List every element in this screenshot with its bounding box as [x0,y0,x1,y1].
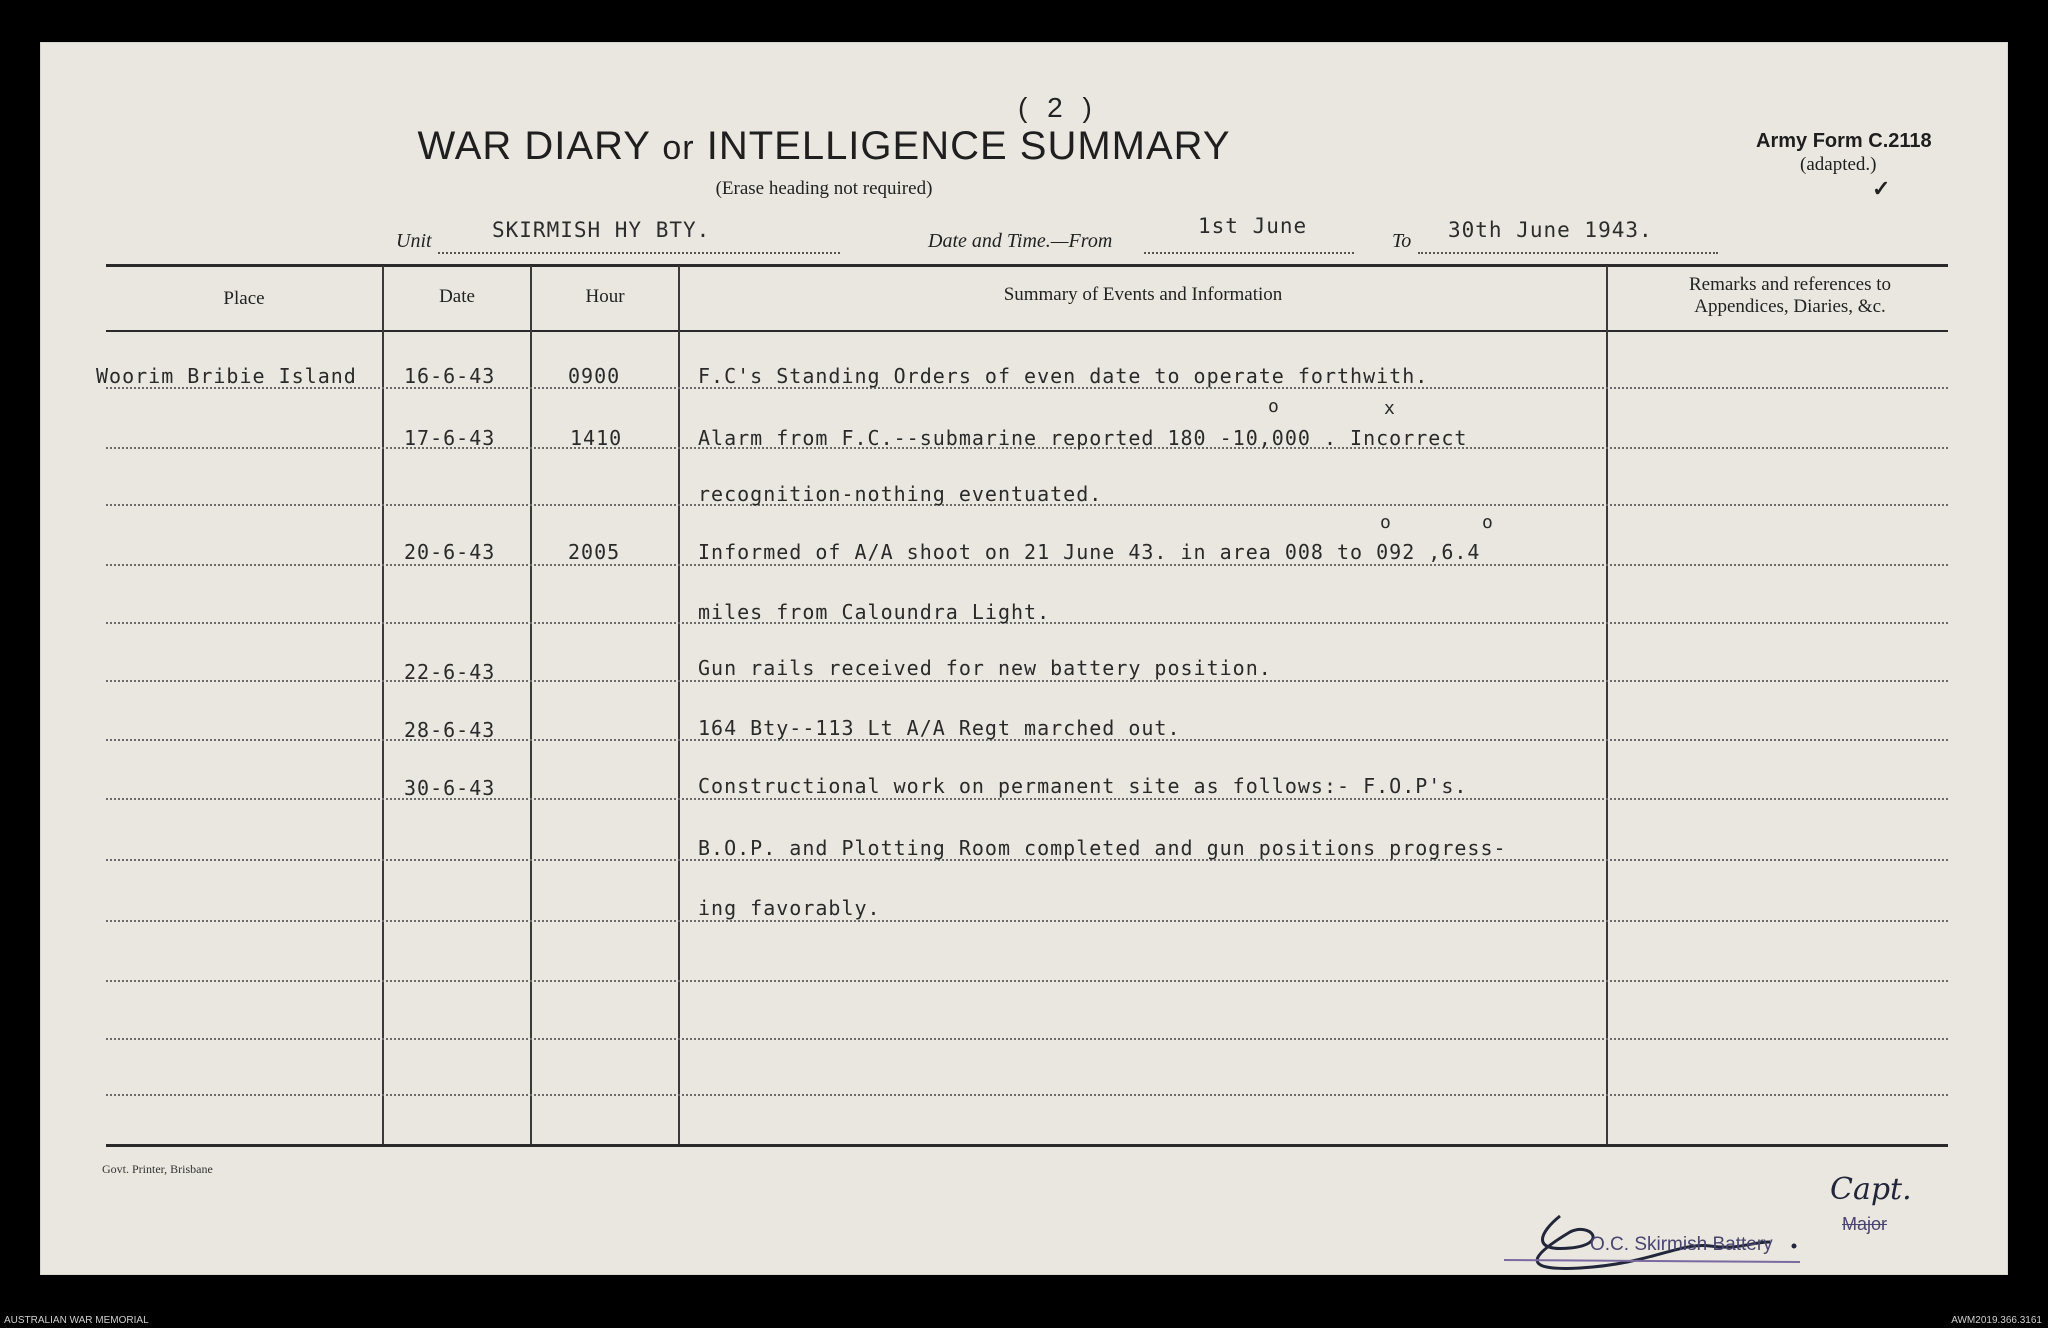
printer-credit: Govt. Printer, Brisbane [102,1162,213,1176]
major-struck: Major [1842,1214,1888,1234]
row-line [106,1094,1948,1096]
army-form-label: Army Form C.2118 [1756,130,1932,152]
col-header-remarks: Remarks and references to Appendices, Diaries, &c. [1688,274,1892,317]
entry-summary: Alarm from F.C.--submarine reported 180 -10,000 . Incorrect [698,426,1468,450]
entry-date: 28-6-43 [404,718,496,742]
col-header-date: Date [439,286,475,307]
entry-summary: B.O.P. and Plotting Room completed and gun positions progress- [698,836,1507,860]
entry-hour: 2005 [568,540,621,564]
archive-credit-right: AWM2019.366.3161 [1951,1315,2042,1326]
document-title [40,124,1608,169]
title-or: or [662,129,695,167]
oc-skirmish-battery-stamp: O.C. Skirmish Battery [1590,1234,1773,1255]
row-line [106,680,1948,682]
entry-summary: Gun rails received for new battery position. [698,656,1272,680]
column-divider-summary [1606,266,1608,1144]
capt-signature: Capt. [1830,1172,1912,1207]
degree-superscript: o [1482,512,1493,533]
entry-summary: miles from Caloundra Light. [698,600,1051,624]
to-value: 30th June 1943. [1448,218,1653,242]
column-divider-hour [678,266,680,1144]
entry-date: 22-6-43 [404,660,496,684]
entry-summary: 164 Bty--113 Lt A/A Regt marched out. [698,716,1181,740]
entry-date: 16-6-43 [404,364,496,388]
entry-summary: F.C's Standing Orders of even date to operate forthwith. [698,364,1429,388]
row-line [106,798,1948,800]
col-header-hour: Hour [585,286,625,307]
date-time-from-label: Date and Time.—From [928,230,1113,252]
entry-summary: Constructional work on permanent site as follows:- F.O.P's. [698,774,1468,798]
column-divider-place [382,266,384,1144]
row-line [106,564,1948,566]
to-dotted-line [1418,240,1718,254]
archive-credit-left: AUSTRALIAN WAR MEMORIAL [4,1315,149,1326]
entry-summary: ing favorably. [698,896,881,920]
entry-summary: recognition-nothing eventuated. [698,482,1103,506]
unit-value: SKIRMISH HY BTY. [492,218,711,242]
document-sheet [40,42,2008,1275]
entry-hour: 1410 [570,426,623,450]
col-header-summary: Summary of Events and Information [1003,284,1283,305]
col-header-place: Place [223,288,265,309]
column-divider-date [530,266,532,1144]
unit-label: Unit [396,230,432,252]
row-line [106,920,1948,922]
title-war-diary: WAR DIARY [417,124,651,168]
from-value: 1st June [1198,214,1308,238]
entry-place: Woorim Bribie Island [96,364,357,388]
entry-summary: Informed of A/A shoot on 21 June 43. in area 008 to 092 ,6.4 [698,540,1481,564]
degree-superscript: o [1268,396,1279,417]
entry-date: 17-6-43 [404,426,496,450]
from-dotted-line [1144,240,1354,254]
entry-hour: 0900 [568,364,621,388]
row-line [106,1038,1948,1040]
adapted-label: (adapted.) [1800,154,1877,175]
entry-date: 30-6-43 [404,776,496,800]
erase-note: (Erase heading not required) [715,178,933,199]
row-line [106,980,1948,982]
x-superscript: x [1384,398,1395,419]
tick-mark-icon: ✓ [1872,176,1891,201]
table-bottom-rule [106,1144,1948,1147]
degree-superscript: o [1380,512,1391,533]
title-intelligence-summary: INTELLIGENCE SUMMARY [706,124,1231,168]
to-label: To [1392,230,1412,252]
page-number: ( 2 ) [1018,92,1098,123]
unit-dotted-line [438,240,840,254]
entry-date: 20-6-43 [404,540,496,564]
